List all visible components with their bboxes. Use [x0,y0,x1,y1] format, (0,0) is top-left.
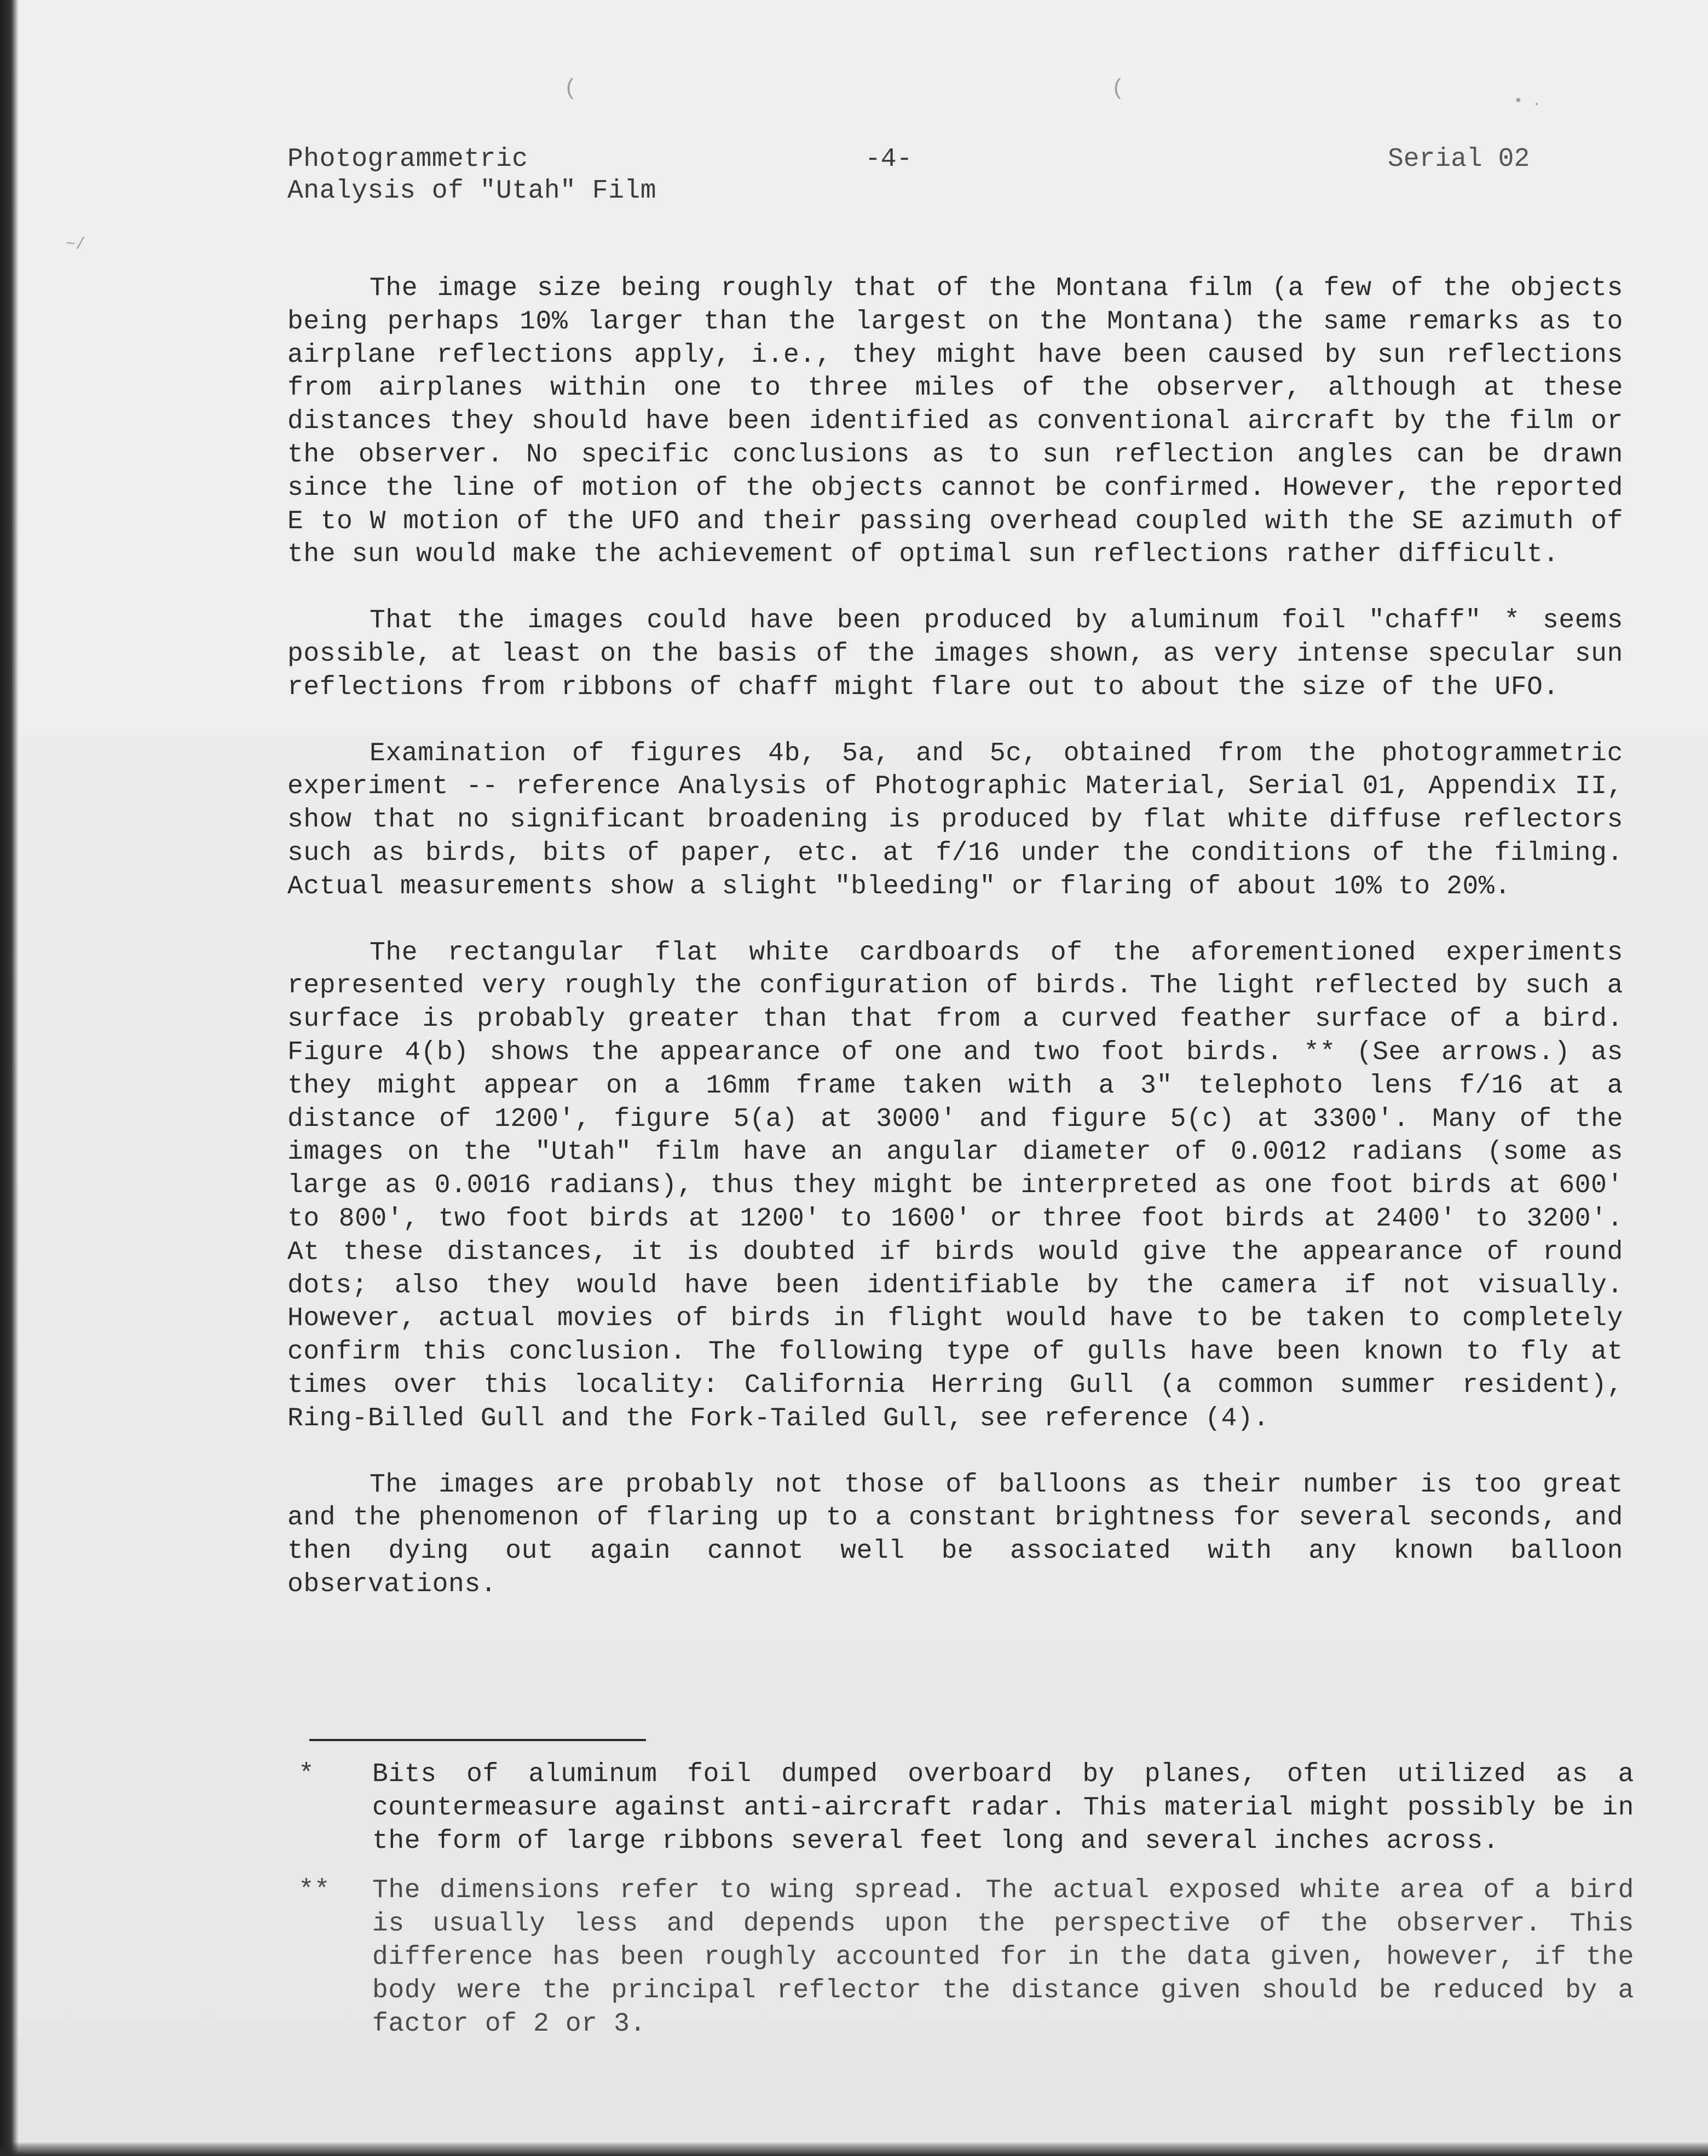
scan-mark: ( [564,77,578,101]
scan-mark: ( [1111,77,1125,101]
paragraph-figures-examination: Examination of figures 4b, 5a, and 5c, obtained from the photogrammetric experiment -- reference Analysis of Photographic Material, Serial 01, Appendix II, show that no significant broadening is produced by flat white diffuse reflectors such as birds, bits of paper, etc. at f/16 under the conditions of the filming. Actual measurements show a slight "bleeding" or flaring of about 10% to 20%. [287,738,1623,901]
footnote-text: Bits of aluminum foil dumped overboard by planes, often utilized as a countermeasure against anti-aircraft radar. This material might possibly be in the form of large ribbons several feet long and several inches across. [372,1760,1634,1856]
scan-mark: • . [1514,93,1542,110]
paragraph-chaff: That the images could have been produced by aluminum foil "chaff" * seems possible, at least on the basis of the images shown, as very intense specular sun reflections from ribbons of chaff might flare out to about the size of the UFO. [287,606,1623,702]
serial-number: Serial 02 [1388,144,1530,174]
footnote-divider [309,1739,646,1741]
body-text [287,272,1623,1634]
page-number: -4- [865,144,913,174]
footnote-chaff [298,1758,1634,1858]
footnote-dimensions [298,1874,1634,2041]
footnote-marker: * [298,1760,314,1789]
scan-left-edge [0,0,19,2156]
scan-mark: ~/ [66,235,86,254]
paragraph-balloons: The images are probably not those of balloons as their number is too great and the phenomenon of flaring up to a constant brightness for several seconds, and then dying out again cannot well be associated with any known balloon observations. [287,1470,1623,1599]
paragraph-birds: The rectangular flat white cardboards of the aforementioned experiments represented very roughly the configuration of birds. The light reflected by such a surface is probably greater than that from a curved feather surface of a bird. Figure 4(b) shows the appearance of one and two foot birds. ** (See arrows.) as they might appear on a 16mm frame taken with a 3" telephoto lens f/16 at a distance of 1200', figure 5(a) at 3000' and figure 5(c) at 3300'. Many of the images on the "Utah" film have an angular diameter of 0.0012 radians (some as large as 0.0016 radians), thus they might be interpreted as one foot birds at 600' to 800', two foot birds at 1200' to 1600' or three foot birds at 2400' to 3200'. At these distances, it is doubted if birds would give the appearance of round dots; also they would have been identifiable by the camera if not visually. However, actual movies of birds in flight would have to be taken to completely confirm this conclusion. The following type of gulls have been known to fly at times over this locality: California Herring Gull (a common summer resident), Ring-Billed Gull and the Fork-Tailed Gull, see reference (4). [287,938,1623,1434]
footnotes [298,1758,1634,2057]
footnote-text: The dimensions refer to wing spread. The actual exposed white area of a bird is usually less and depends upon the perspective of the observer. This difference has been roughly accounted for in the data given, however, if the body were the principal reflector the distance given should be reduced by a factor of 2 or 3. [372,1876,1634,2039]
document-title: Photogrammetric Analysis of "Utah" Film [287,144,657,206]
footnote-marker: ** [298,1876,330,1906]
scan-bottom-edge [0,2142,1708,2156]
paragraph-airplane-reflections: The image size being roughly that of the Montana film (a few of the objects being perhaps 10% larger than the largest on the Montana) the same remarks as to airplane reflections apply, i.e., they might have been caused by sun reflections from airplanes within one to three miles of the observer, although at these distances they should have been identified as conventional aircraft by the film or the observer. No specific conclusions as to sun reflection angles can be drawn since the line of motion of the objects cannot be confirmed. However, the reported E to W motion of the UFO and their passing overhead coupled with the SE azimuth of the sun would make the achievement of optimal sun reflections rather difficult. [287,274,1623,570]
